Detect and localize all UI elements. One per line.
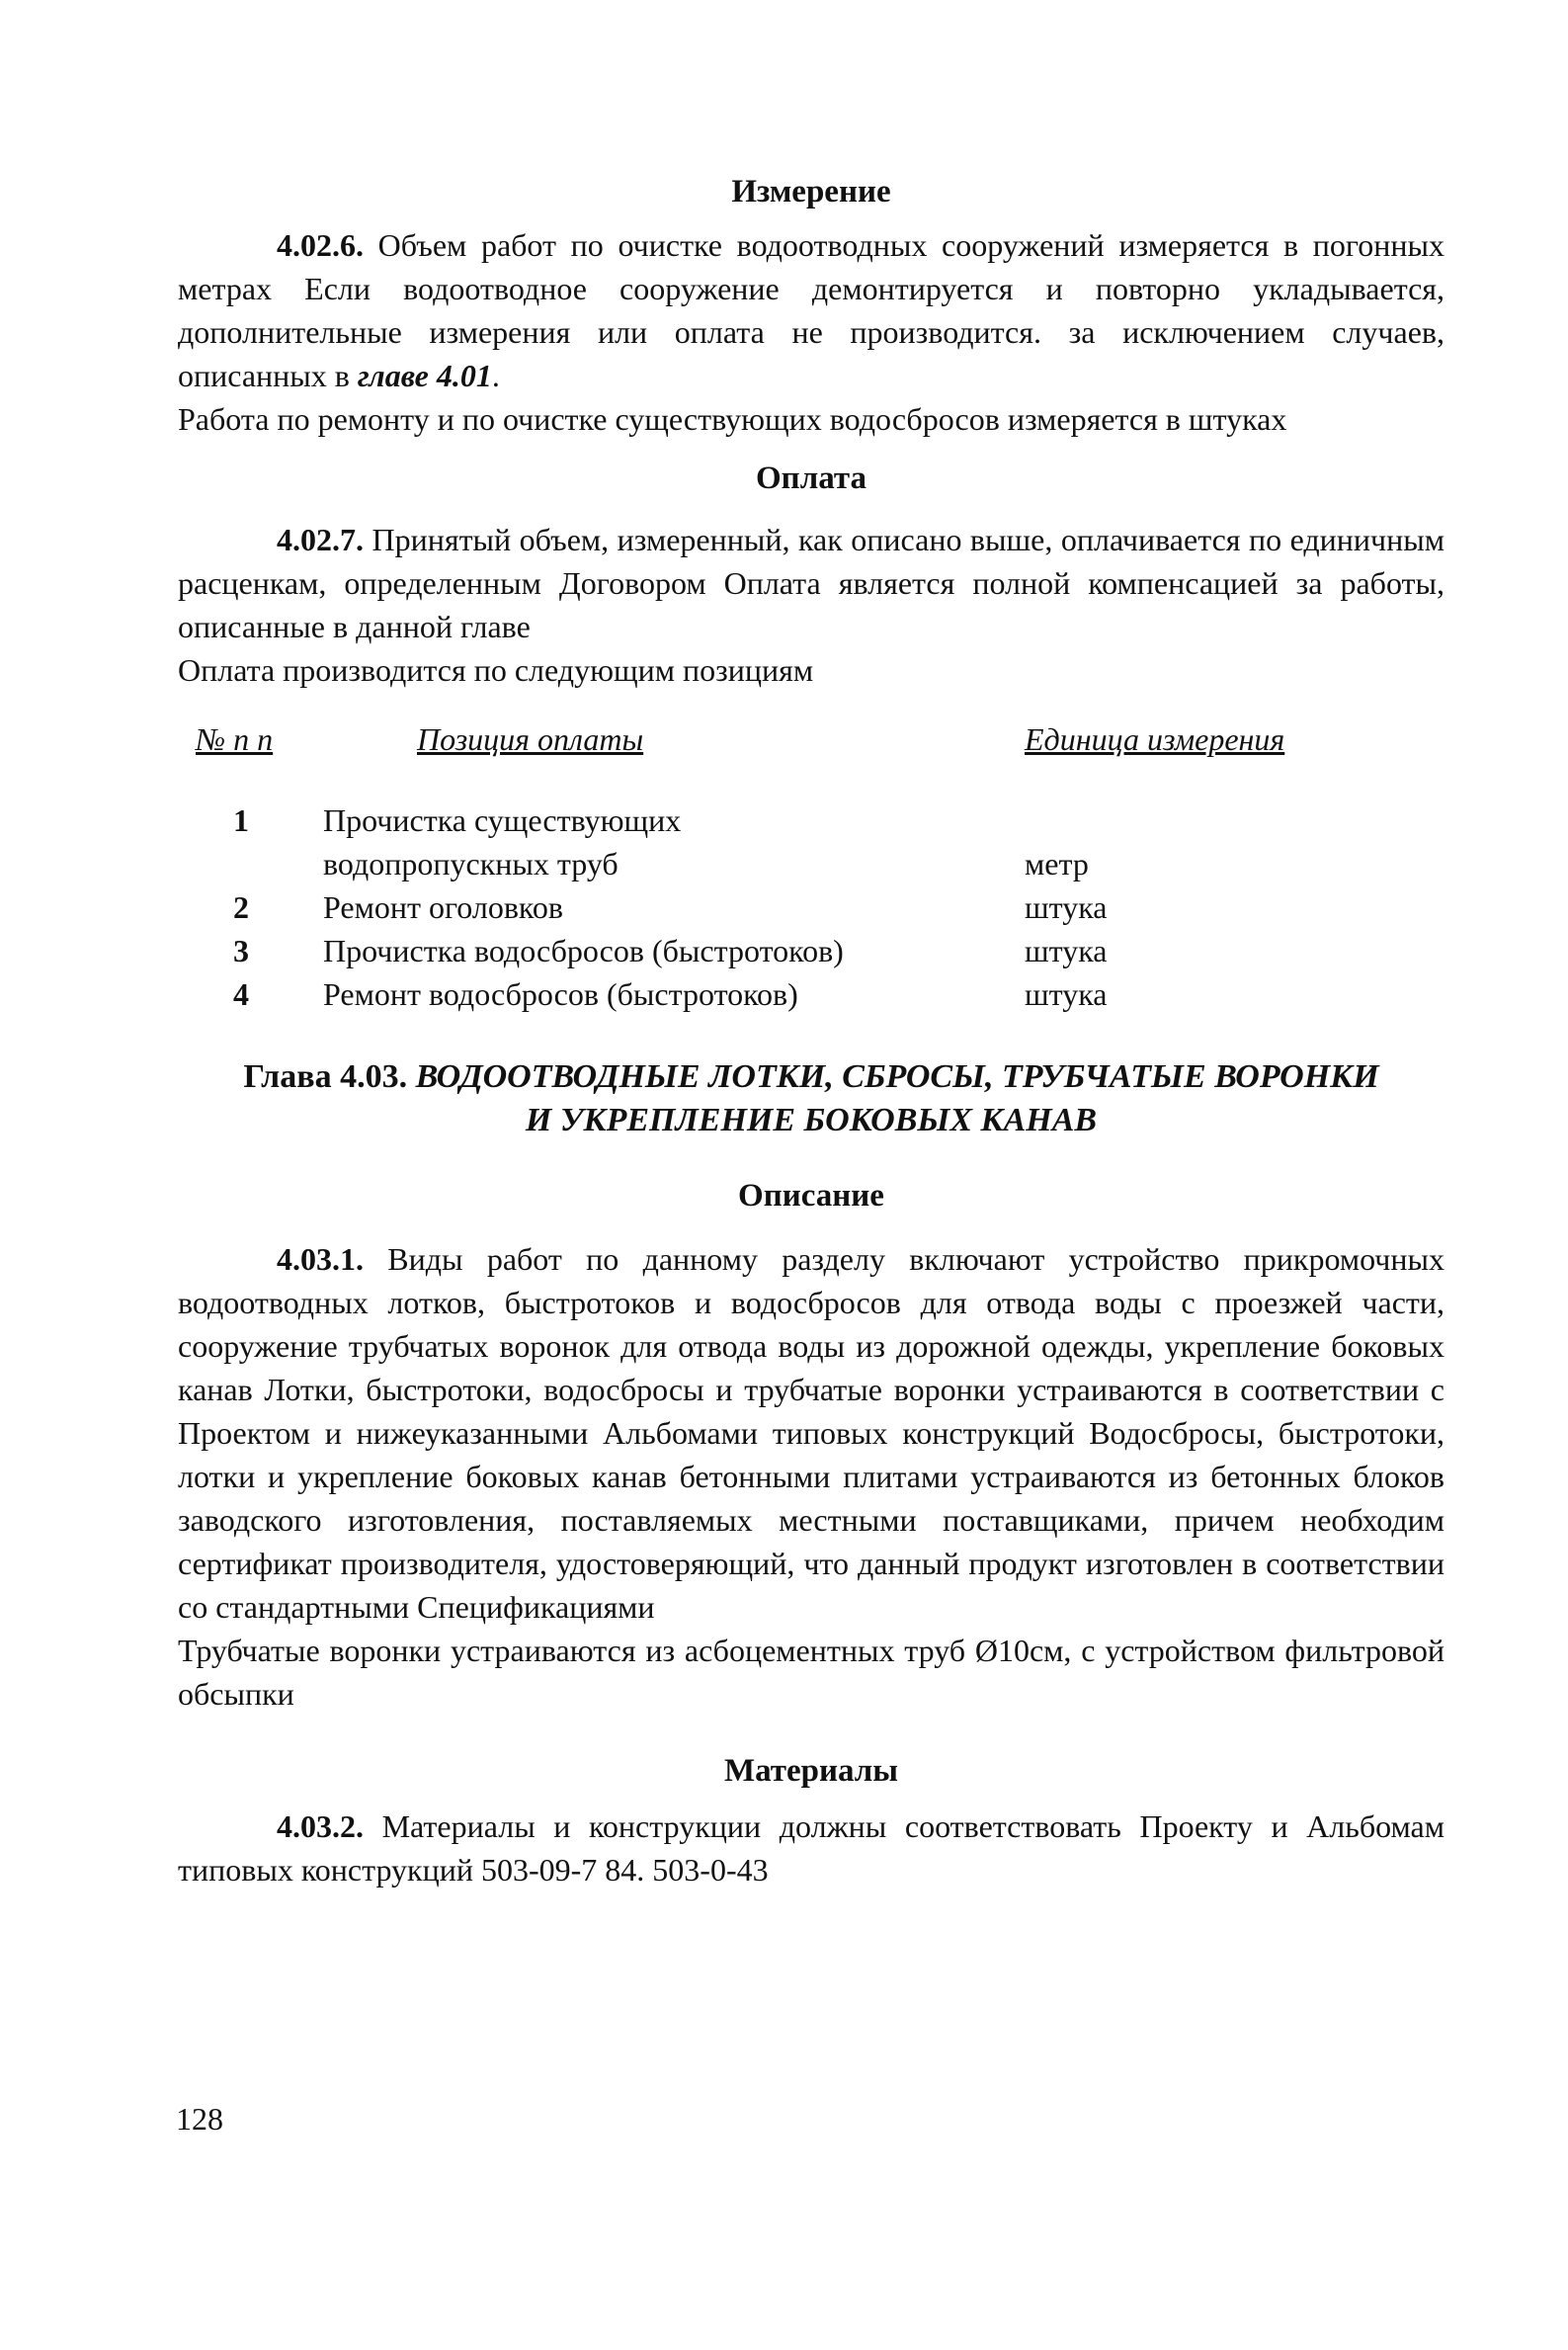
row-number: 4 <box>233 976 249 1012</box>
paragraph-4-02-6 <box>178 223 1444 397</box>
page-content <box>178 170 1444 1891</box>
chapter-title-text: ВОДООТВОДНЫЕ ЛОТКИ, СБРОСЫ, ТРУБЧАТЫЕ ВОРОНКИ <box>415 1058 1379 1095</box>
chapter-reference: главе 4.01 <box>357 358 492 393</box>
paragraph-4-03-1 <box>178 1237 1444 1629</box>
paragraph-4-02-7 <box>178 518 1444 648</box>
clause-number: 4.03.2. <box>277 1808 364 1844</box>
section-heading-measurement: Измерение <box>731 174 891 210</box>
clause-text: Материалы и конструкции должны соответствовать Проекту и Альбомам типовых конструкций 503-09-7 84. 503-0-43 <box>178 1808 1444 1888</box>
table-row <box>178 885 1444 929</box>
table-row <box>178 929 1444 972</box>
chapter-prefix: Глава 4.03. <box>243 1058 416 1095</box>
clause-text: Объем работ по очистке водоотводных сооружений измеряется в погонных метрах Если водоотводное сооружение демонтируется и повторно укладывается, дополнительные измерения или оплата не производится. за исключением случаев, описанных в <box>178 227 1444 393</box>
chapter-title-line: И УКРЕПЛЕНИЕ БОКОВЫХ КАНАВ <box>525 1102 1098 1138</box>
clause-number: 4.03.1. <box>277 1241 364 1277</box>
row-number: 2 <box>233 889 249 925</box>
section-heading-payment: Оплата <box>756 461 867 496</box>
row-position: Ремонт оголовков <box>323 889 563 925</box>
row-position <box>323 798 995 885</box>
paragraph-4-03-2 <box>178 1804 1444 1891</box>
clause-number: 4.02.6. <box>277 227 364 263</box>
row-unit: штука <box>1025 933 1108 968</box>
page-number: 128 <box>176 2101 223 2137</box>
section-heading-materials: Материалы <box>723 1753 899 1789</box>
paragraph-payment-positions: Оплата производится по следующим позициям <box>178 652 814 688</box>
clause-end: . <box>491 358 500 393</box>
column-header-position: Позиция оплаты <box>417 721 644 757</box>
table-row <box>178 798 1444 885</box>
row-position-line: Прочистка существующих <box>323 802 682 838</box>
row-unit: штука <box>1025 976 1108 1012</box>
row-position: Прочистка водосбросов (быстротоков) <box>323 933 844 968</box>
row-number: 1 <box>233 802 249 838</box>
column-header-number: № п п <box>196 721 274 757</box>
clause-number: 4.02.7. <box>277 522 364 557</box>
paragraph-repair-measure: Работа по ремонту и по очистке существующих водосбросов измеряется в штуках <box>178 401 1287 437</box>
row-unit: метр <box>1025 846 1089 881</box>
row-number: 3 <box>233 933 249 968</box>
row-unit: штука <box>1025 889 1108 925</box>
column-header-unit: Единица измерения <box>1025 721 1285 757</box>
chapter-title-line <box>178 1055 1444 1099</box>
chapter-title <box>178 1055 1444 1142</box>
row-position: Ремонт водосбросов (быстротоков) <box>323 976 798 1012</box>
payment-table-header <box>178 721 1444 765</box>
paragraph-tubular-funnels: Трубчатые воронки устраиваются из асбоцементных труб Ø10см, с устройством фильтровой обсыпки <box>178 1633 1444 1712</box>
section-heading-description: Описание <box>738 1178 884 1214</box>
table-row <box>178 972 1444 1016</box>
clause-text: Принятый объем, измеренный, как описано выше, оплачивается по единичным расценкам, определенным Договором Оплата является полной компенсацией за работы, описанные в данной главе <box>178 522 1444 644</box>
row-position-line: водопропускных труб <box>323 846 619 881</box>
payment-table-body <box>178 798 1444 1016</box>
clause-text: Виды работ по данному разделу включают устройство прикромочных водоотводных лотков, быстротоков и водосбросов для отвода воды с проезжей части, сооружение трубчатых воронок для отвода воды из дорожной одежды, укрепление боковых канав Лотки, быстротоки, водосбросы и трубчатые воронки устраиваются в соответствии с Проектом и нижеуказанными Альбомами типовых конструкций Водосбросы, быстротоки, лотки и укрепление боковых канав бетонными плитами устраиваются из бетонных блоков заводского изготовления, поставляемых местными поставщиками, причем необходим сертификат производителя, удостоверяющий, что данный продукт изготовлен в соответствии со стандартными Спецификациями <box>178 1241 1444 1625</box>
